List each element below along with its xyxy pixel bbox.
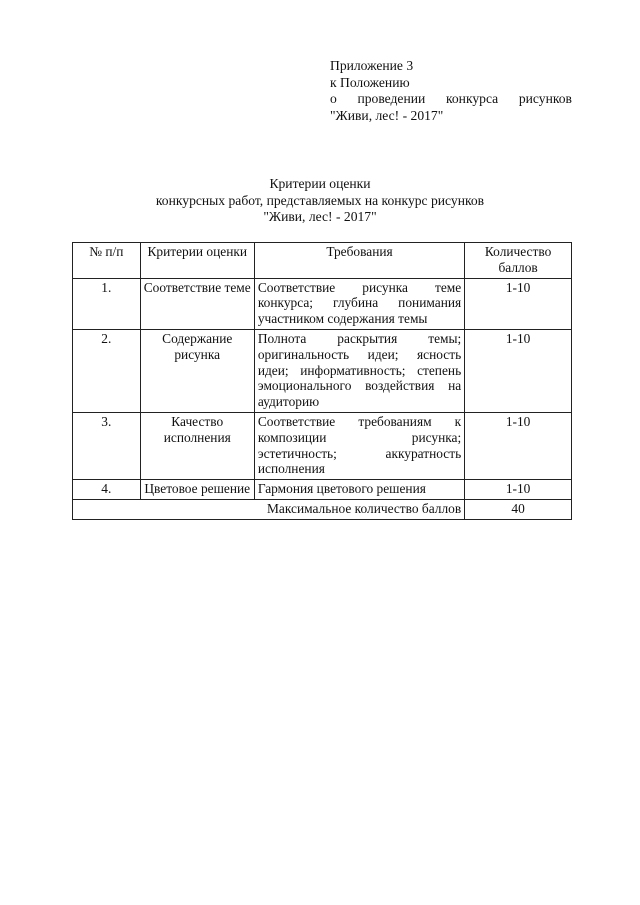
row-requirements: Соответствие рисунка теме конкурса; глубина понимания участником содержания темы xyxy=(254,278,464,329)
table-total-row xyxy=(73,499,572,519)
appendix-number: Приложение 3 xyxy=(330,58,414,73)
appendix-reference: к Положению xyxy=(330,74,410,90)
row-requirements: Соответствие требованиям к композиции рисунка; эстетичность; аккуратность исполнения xyxy=(254,412,464,479)
criteria-table xyxy=(72,242,572,520)
header-criteria: Критерии оценки xyxy=(140,243,254,279)
row-requirements: Полнота раскрытия темы; оригинальность идеи; ясность идеи; информативность; степень эмоционального воздействия на аудиторию xyxy=(254,329,464,412)
row-requirements: Гармония цветового решения xyxy=(254,480,464,500)
row-points: 1-10 xyxy=(465,412,572,479)
title-line-1: Критерии оценки xyxy=(269,176,371,191)
table-header-row xyxy=(73,243,572,279)
row-points: 1-10 xyxy=(465,480,572,500)
document-title xyxy=(0,176,640,226)
row-criteria: Содержание рисунка xyxy=(140,329,254,412)
appendix-header xyxy=(330,58,572,124)
header-num: № п/п xyxy=(73,243,141,279)
table-row xyxy=(73,480,572,500)
header-points: Количество баллов xyxy=(465,243,572,279)
row-points: 1-10 xyxy=(465,278,572,329)
table-row xyxy=(73,278,572,329)
row-num: 1. xyxy=(73,278,141,329)
row-criteria: Качество исполнения xyxy=(140,412,254,479)
row-points: 1-10 xyxy=(465,329,572,412)
appendix-contest-name: "Живи, лес! - 2017" xyxy=(330,107,444,123)
table-row xyxy=(73,412,572,479)
row-criteria: Цветовое решение xyxy=(140,480,254,500)
total-value: 40 xyxy=(465,499,572,519)
row-num: 4. xyxy=(73,480,141,500)
row-num: 3. xyxy=(73,412,141,479)
table-row xyxy=(73,329,572,412)
title-line-2: конкурсных работ, представляемых на конкурс рисунков xyxy=(155,192,485,208)
title-line-3: "Живи, лес! - 2017" xyxy=(263,209,377,224)
row-criteria: Соответствие теме xyxy=(140,278,254,329)
row-num: 2. xyxy=(73,329,141,412)
total-label: Максимальное количество баллов xyxy=(73,499,465,519)
header-requirements: Требования xyxy=(254,243,464,279)
appendix-subject: о проведении конкурса рисунков xyxy=(330,91,572,106)
